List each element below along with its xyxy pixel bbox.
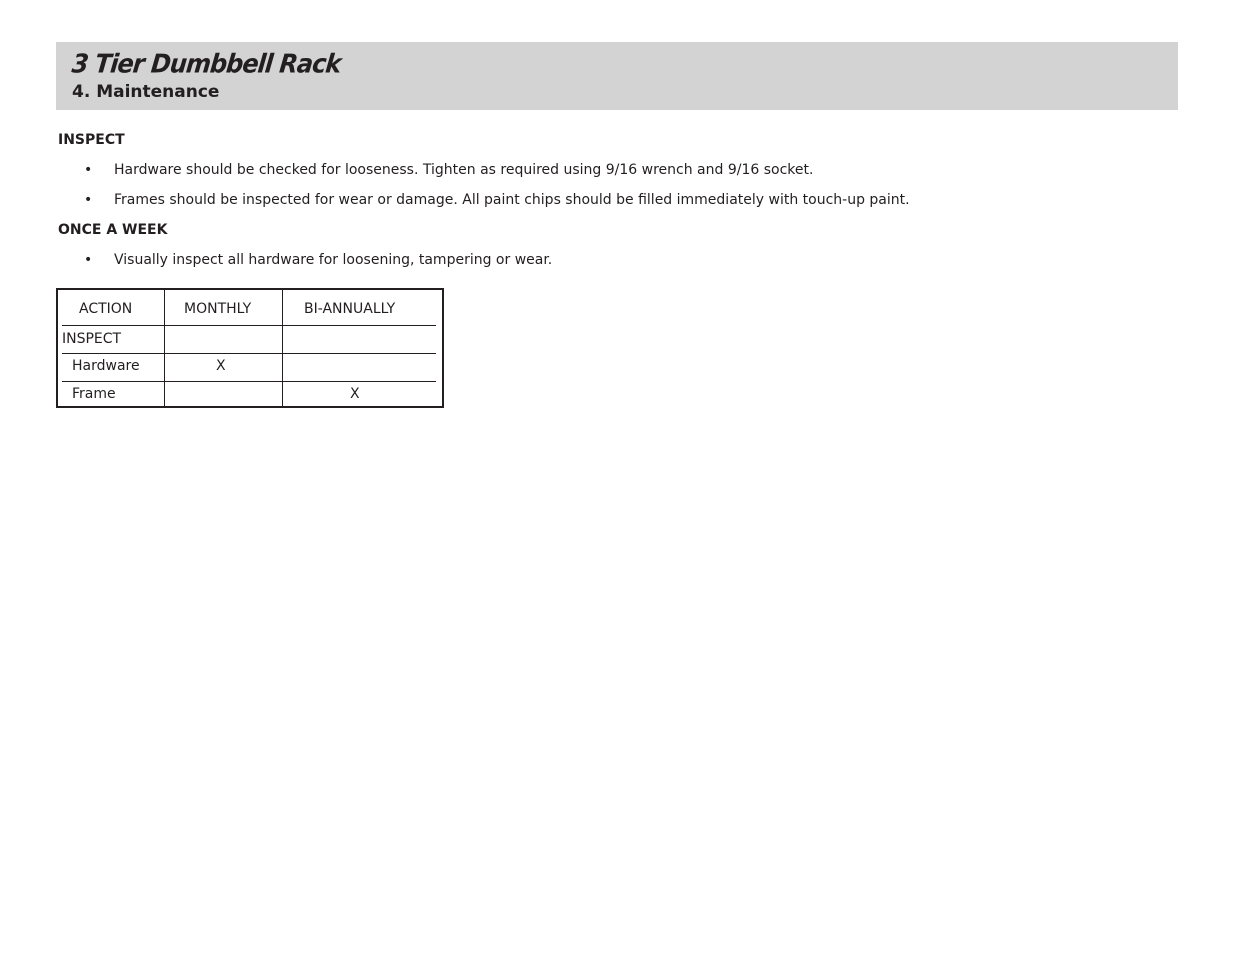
inspect-bullet-frames	[84, 192, 910, 208]
table-header-action: ACTION	[79, 301, 133, 317]
table-cell-frame-biannually: X	[350, 386, 360, 402]
bullet-icon: •	[84, 162, 93, 178]
inspect-heading: INSPECT	[58, 132, 125, 148]
table-cell-inspect: INSPECT	[62, 331, 122, 347]
weekly-heading: ONCE A WEEK	[58, 222, 168, 238]
document-title: 3 Tier Dumbbell Rack	[70, 48, 343, 80]
section-title: 4. Maintenance	[72, 82, 220, 102]
maintenance-table	[56, 288, 444, 408]
table-column-divider	[282, 290, 283, 406]
bullet-text: Hardware should be checked for looseness. Tighten as required using 9/16 wrench and 9/16 socket.	[114, 162, 814, 178]
table-column-divider	[164, 290, 165, 406]
bullet-text: Visually inspect all hardware for loosening, tampering or wear.	[114, 252, 553, 268]
table-cell-hardware: Hardware	[72, 358, 140, 374]
table-cell-frame: Frame	[72, 386, 116, 402]
header-band	[56, 42, 1178, 110]
table-header-biannually: BI-ANNUALLY	[304, 301, 396, 317]
table-row-divider	[62, 325, 436, 326]
table-row-divider	[62, 353, 436, 354]
weekly-bullet-hardware	[84, 252, 552, 268]
bullet-icon: •	[84, 252, 93, 268]
table-cell-hardware-monthly: X	[216, 358, 226, 374]
table-header-monthly: MONTHLY	[184, 301, 252, 317]
inspect-bullet-hardware	[84, 162, 813, 178]
bullet-text: Frames should be inspected for wear or damage. All paint chips should be filled immediately with touch-up paint.	[114, 192, 910, 208]
bullet-icon: •	[84, 192, 93, 208]
table-row-divider	[62, 381, 436, 382]
